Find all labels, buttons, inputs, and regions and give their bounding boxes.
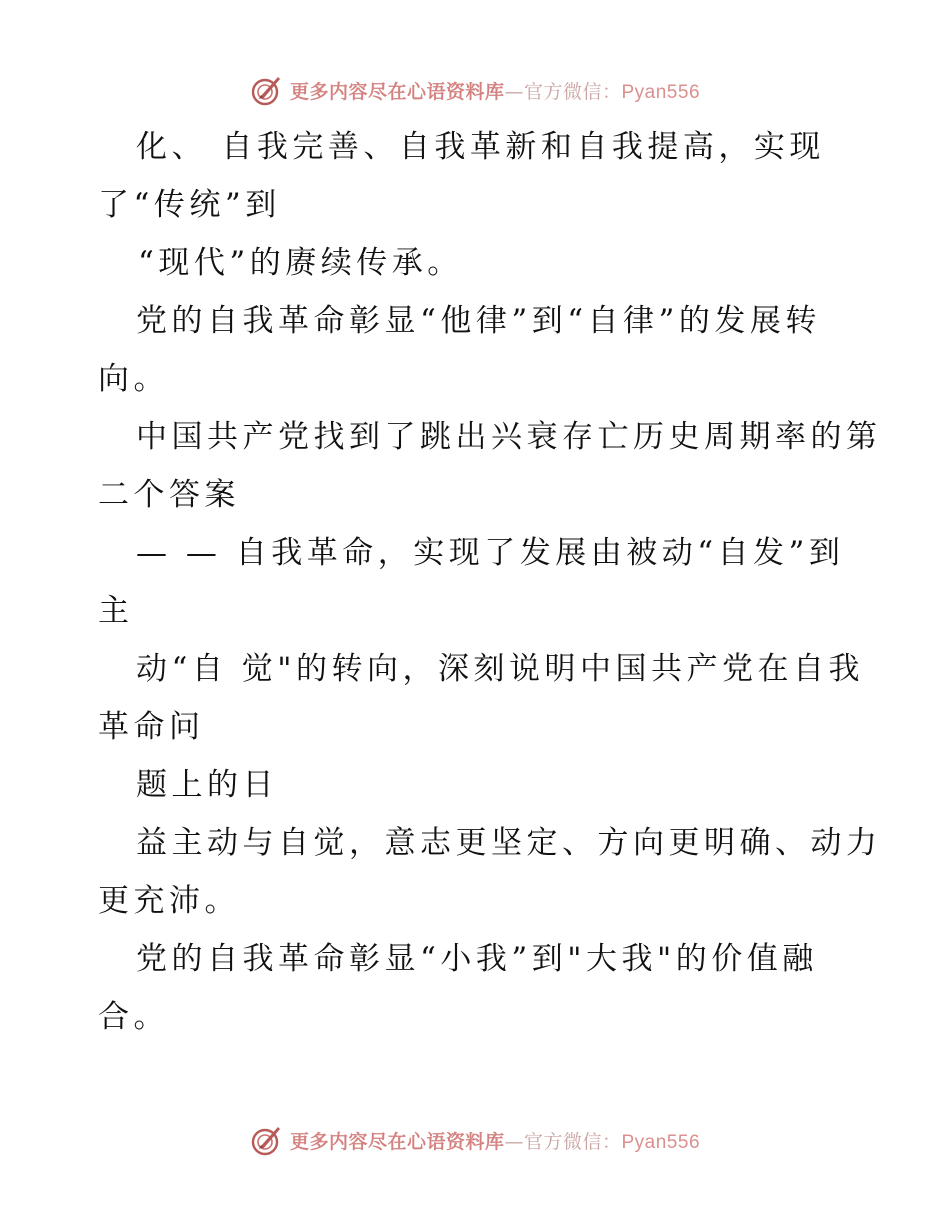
body-line: 主 xyxy=(98,593,134,629)
header-account-id: Pyan556 xyxy=(621,81,701,103)
header-dash: — xyxy=(504,80,524,103)
footer-account-id: Pyan556 xyxy=(621,1131,701,1153)
footer-brand-text: 更多内容尽在心语资料库 xyxy=(289,1130,505,1153)
body-line: 党的自我革命彰显“他律”到“自律”的发展转 xyxy=(136,303,821,339)
body-line: 题上的日 xyxy=(136,767,278,803)
footer-watermark-banner xyxy=(0,1120,950,1160)
document-body xyxy=(98,118,882,1046)
header-official-label: 官方微信： xyxy=(523,80,622,103)
footer-official-label: 官方微信： xyxy=(523,1130,622,1153)
quill-logo-icon xyxy=(250,73,284,107)
body-line: 动“自 觉"的转向，深刻说明中国共产党在自我 xyxy=(136,651,864,687)
body-line: 党的自我革命彰显“小我”到"大我"的价值融 xyxy=(136,941,818,977)
body-line: 了“传统”到 xyxy=(98,187,281,223)
body-line: 合。 xyxy=(98,999,169,1035)
body-line: 更充沛。 xyxy=(98,883,240,919)
header-watermark-banner xyxy=(0,70,950,110)
body-line: 二个答案 xyxy=(98,477,240,513)
header-watermark-inner xyxy=(250,73,700,107)
body-line: “现代”的赓续传承。 xyxy=(138,245,463,281)
body-line: 革命问 xyxy=(98,709,205,745)
footer-watermark-text xyxy=(290,1127,700,1154)
body-line: 中国共产党找到了跳出兴衰存亡历史周期率的第 xyxy=(136,419,882,455)
quill-logo-icon xyxy=(250,1123,284,1157)
footer-watermark-inner xyxy=(250,1123,700,1157)
body-line: 益主动与自觉，意志更坚定、方向更明确、动力 xyxy=(136,825,882,861)
header-watermark-text xyxy=(290,77,700,104)
header-brand-text: 更多内容尽在心语资料库 xyxy=(289,80,505,103)
footer-dash: — xyxy=(504,1130,524,1153)
body-line: 化、 自我完善、自我革新和自我提高，实现 xyxy=(136,129,825,165)
body-line: — — 自我革命，实现了发展由被动“自发”到 xyxy=(136,535,845,571)
body-line: 向。 xyxy=(98,361,169,397)
